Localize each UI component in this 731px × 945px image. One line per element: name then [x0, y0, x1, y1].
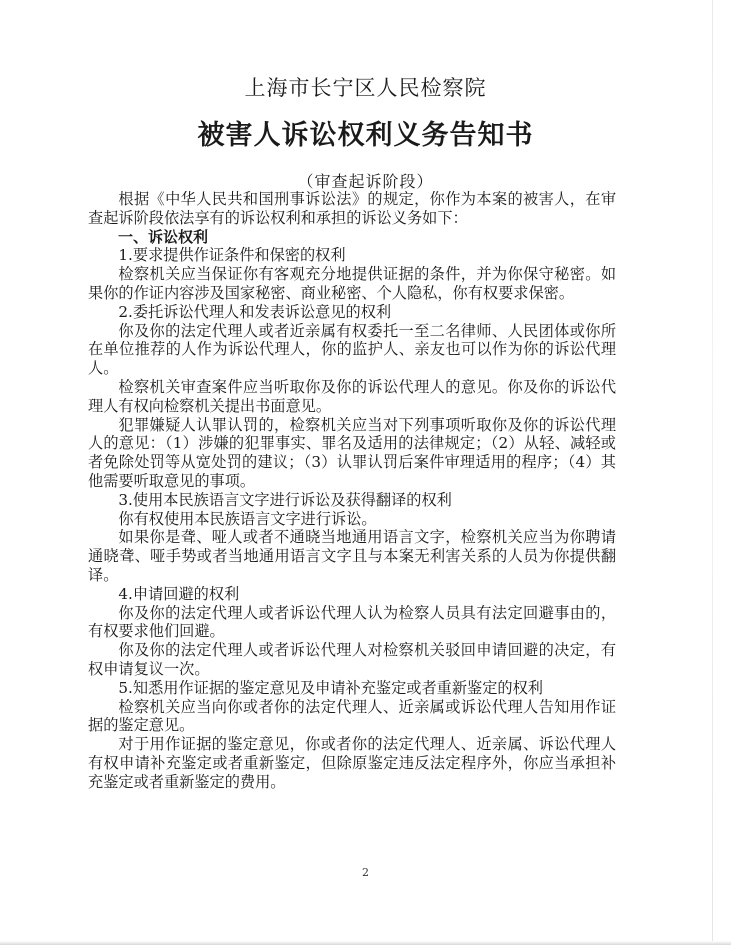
page-number: 2: [362, 866, 369, 879]
item1-paragraph-1: 检察机关应当保证你有客观充分地提供证据的条件，并为你保守秘密。如果你的作证内容涉及国家秘密、商业秘密、个人隐私，你有权要求保密。: [88, 265, 616, 302]
item3-title: 3.使用本民族语言文字进行诉讼及获得翻译的权利: [118, 490, 452, 509]
organization-name: 上海市长宁区人民检察院: [244, 76, 487, 100]
item1-title: 1.要求提供作证条件和保密的权利: [118, 246, 346, 265]
item4-paragraph-1: 你及你的法定代理人或者诉讼代理人认为检察人员具有法定回避事由的，有权要求他们回避。: [88, 603, 616, 641]
item4-title: 4.申请回避的权利: [118, 584, 240, 603]
item5-paragraph-1: 检察机关应当向你或者你的法定代理人、近亲属或诉讼代理人告知用作证据的鉴定意见。: [88, 697, 616, 735]
intro-paragraph: 根据《中华人民共和国刑事诉讼法》的规定，你作为本案的被害人，在审查起诉阶段依法享有的诉讼权利和承担的诉讼义务如下：: [88, 190, 616, 227]
section-heading: 一、诉讼权利: [118, 227, 209, 246]
scan-edge-bottom: [0, 941, 731, 945]
item2-paragraph-2: 检察机关审查案件应当听取你及你的诉讼代理人的意见。你及你的诉讼代理人有权向检察机关提出书面意见。: [88, 377, 616, 415]
document-body: [88, 190, 616, 792]
item3-paragraph-2: 如果你是聋、哑人或者不通晓当地通用语言文字，检察机关应当为你聘请通晓聋、哑手势或者当地通用语言文字且与本案无利害关系的人员为你提供翻译。: [88, 528, 616, 584]
item5-paragraph-2: 对于用作证据的鉴定意见，你或者你的法定代理人、近亲属、诉讼代理人有权申请补充鉴定或者重新鉴定，但除原鉴定违反法定程序外，你应当承担补充鉴定或者重新鉴定的费用。: [88, 735, 616, 791]
item3-paragraph-1: 你有权使用本民族语言文字进行诉讼。: [118, 509, 377, 528]
stage-label: （审查起诉阶段）: [297, 172, 434, 191]
item2-paragraph-3: 犯罪嫌疑人认罪认罚的，检察机关应当对下列事项听取你及你的诉讼代理人的意见：（1）涉嫌的犯罪事实、罪名及适用的法律规定；（2）从轻、减轻或者免除处罚等从宽处罚的建议；（3）认罪认罚后案件审理适用的程序；（4）其他需要听取意见的事项。: [88, 415, 616, 490]
item4-paragraph-2: 你及你的法定代理人或者诉讼代理人对检察机关驳回申请回避的决定，有权申请复议一次。: [88, 641, 616, 678]
item5-title: 5.知悉用作证据的鉴定意见及申请补充鉴定或者重新鉴定的权利: [118, 678, 543, 697]
item2-title: 2.委托诉讼代理人和发表诉讼意见的权利: [118, 302, 392, 321]
item2-paragraph-1: 你及你的法定代理人或者近亲属有权委托一至二名律师、人民团体或你所在单位推荐的人作为诉讼代理人，你的监护人、亲友也可以作为你的诉讼代理人。: [88, 321, 616, 378]
document-title: 被害人诉讼权利义务告知书: [197, 120, 534, 151]
